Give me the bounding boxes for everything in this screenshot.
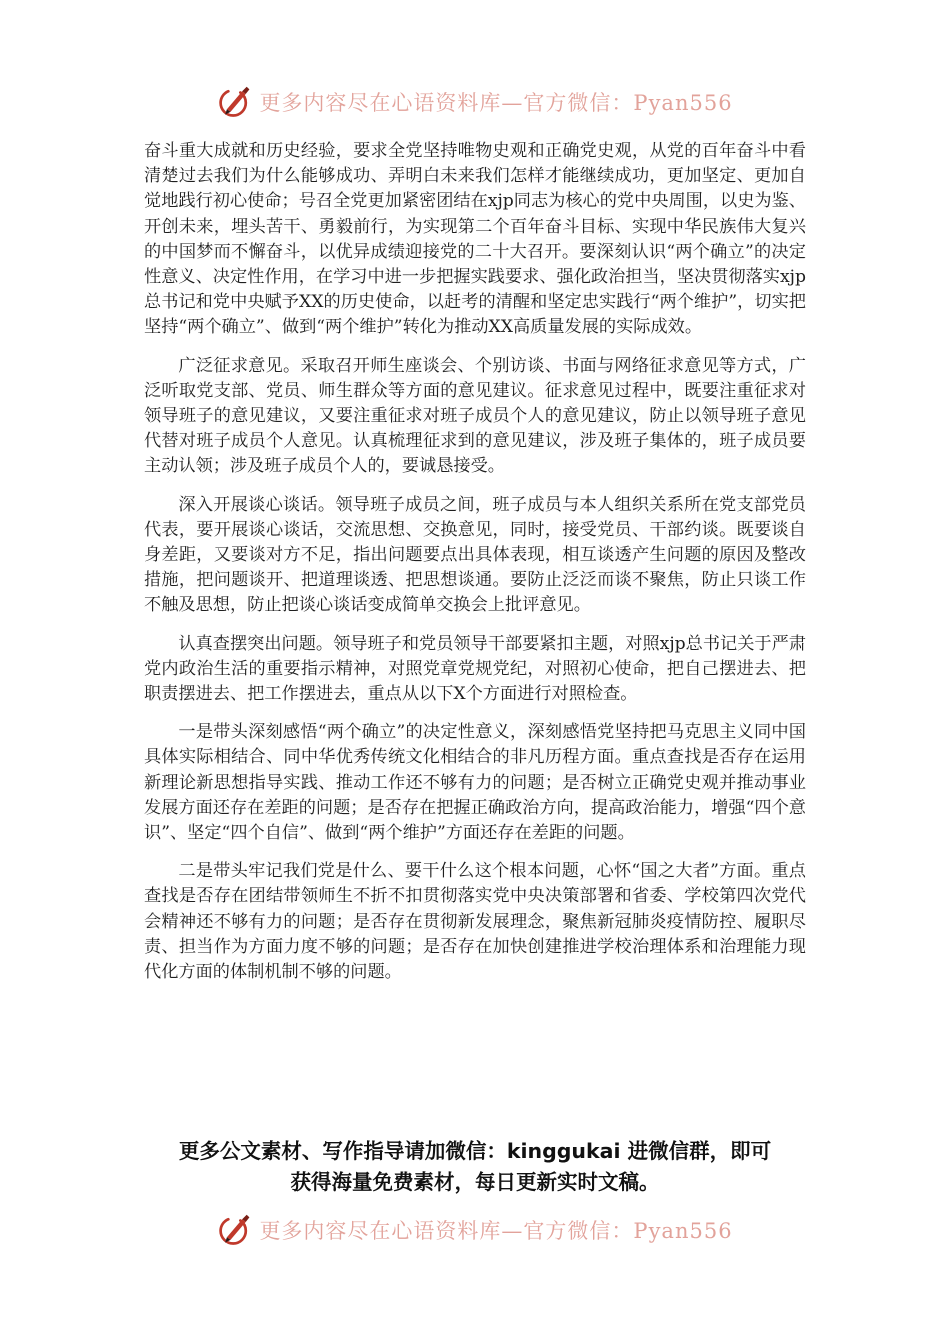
brush-pen-logo-icon	[217, 84, 253, 120]
promo-notice	[140, 1136, 810, 1198]
paragraph-3: 深入开展谈心谈话。领导班子成员之间，班子成员与本人组织关系所在党支部党员代表，要开展谈心谈话，交流思想、交换意见，同时，接受党员、干部约谈。既要谈自身差距，又要谈对方不足，指出问题要点出具体表现，相互谈透产生问题的原因及整改措施，把问题谈开、把道理谈透、把思想谈通。要防止泛泛而谈不聚焦，防止只谈工作不触及思想，防止把谈心谈话变成简单交换会上批评意见。	[144, 494, 806, 616]
watermark-text: 更多内容尽在心语资料库—官方微信：Pyan556	[259, 91, 733, 115]
brush-pen-logo-icon	[217, 1212, 253, 1248]
promo-line-2: 获得海量免费素材，每日更新实时文稿。	[290, 1170, 660, 1194]
watermark-footer	[0, 1208, 950, 1252]
promo-line-1: 更多公文素材、写作指导请加微信：kinggukai 进微信群，即可	[178, 1139, 772, 1163]
paragraph-2: 广泛征求意见。采取召开师生座谈会、个别访谈、书面与网络征求意见等方式，广泛听取党支部、党员、师生群众等方面的意见建议。征求意见过程中，既要注重征求对领导班子的意见建议，又要注重征求对班子成员个人的意见建议，防止以领导班子意见代替对班子成员个人意见。认真梳理征求到的意见建议，涉及班子集体的，班子成员要主动认领；涉及班子成员个人的，要诚恳接受。	[144, 355, 806, 477]
paragraph-5: 一是带头深刻感悟“两个确立”的决定性意义，深刻感悟党坚持把马克思主义同中国具体实际相结合、同中华优秀传统文化相结合的非凡历程方面。重点查找是否存在运用新理论新思想指导实践、推动工作还不够有力的问题；是否树立正确党史观并推动事业发展方面还存在差距的问题；是否存在把握正确政治方向，提高政治能力，增强“四个意识”、坚定“四个自信”、做到“两个维护”方面还存在差距的问题。	[144, 722, 806, 844]
paragraph-6: 二是带头牢记我们党是什么、要干什么这个根本问题，心怀“国之大者”方面。重点查找是否存在团结带领师生不折不扣贯彻落实党中央决策部署和省委、学校第四次党代会精神还不够有力的问题；是否存在贯彻新发展理念，聚焦新冠肺炎疫情防控、履职尽责、担当作为方面力度不够的问题；是否存在加快创建推进学校治理体系和治理能力现代化方面的体制机制不够的问题。	[144, 861, 806, 983]
paragraph-1: 奋斗重大成就和历史经验，要求全党坚持唯物史观和正确党史观，从党的百年奋斗中看清楚过去我们为什么能够成功、弄明白未来我们怎样才能继续成功，更加坚定、更加自觉地践行初心使命；号召全党更加紧密团结在xjp同志为核心的党中央周围，以史为鉴、开创未来，埋头苦干、勇毅前行，为实现第二个百年奋斗目标、实现中华民族伟大复兴的中国梦而不懈奋斗，以优异成绩迎接党的二十大召开。要深刻认识“两个确立”的决定性意义、决定性作用，在学习中进一步把握实践要求、强化政治担当，坚决贯彻落实xjp总书记和党中央赋予XX的历史使命，以赶考的清醒和坚定忠实践行“两个维护”，切实把坚持“两个确立”、做到“两个维护”转化为推动XX高质量发展的实际成效。	[144, 141, 806, 338]
watermark-text: 更多内容尽在心语资料库—官方微信：Pyan556	[259, 1219, 733, 1243]
document-body	[144, 139, 806, 998]
paragraph-4: 认真查摆突出问题。领导班子和党员领导干部要紧扣主题，对照xjp总书记关于严肃党内政治生活的重要指示精神，对照党章党规党纪，对照初心使命，把自己摆进去、把职责摆进去、把工作摆进去，重点从以下X个方面进行对照检查。	[144, 633, 806, 705]
watermark-header	[0, 80, 950, 124]
